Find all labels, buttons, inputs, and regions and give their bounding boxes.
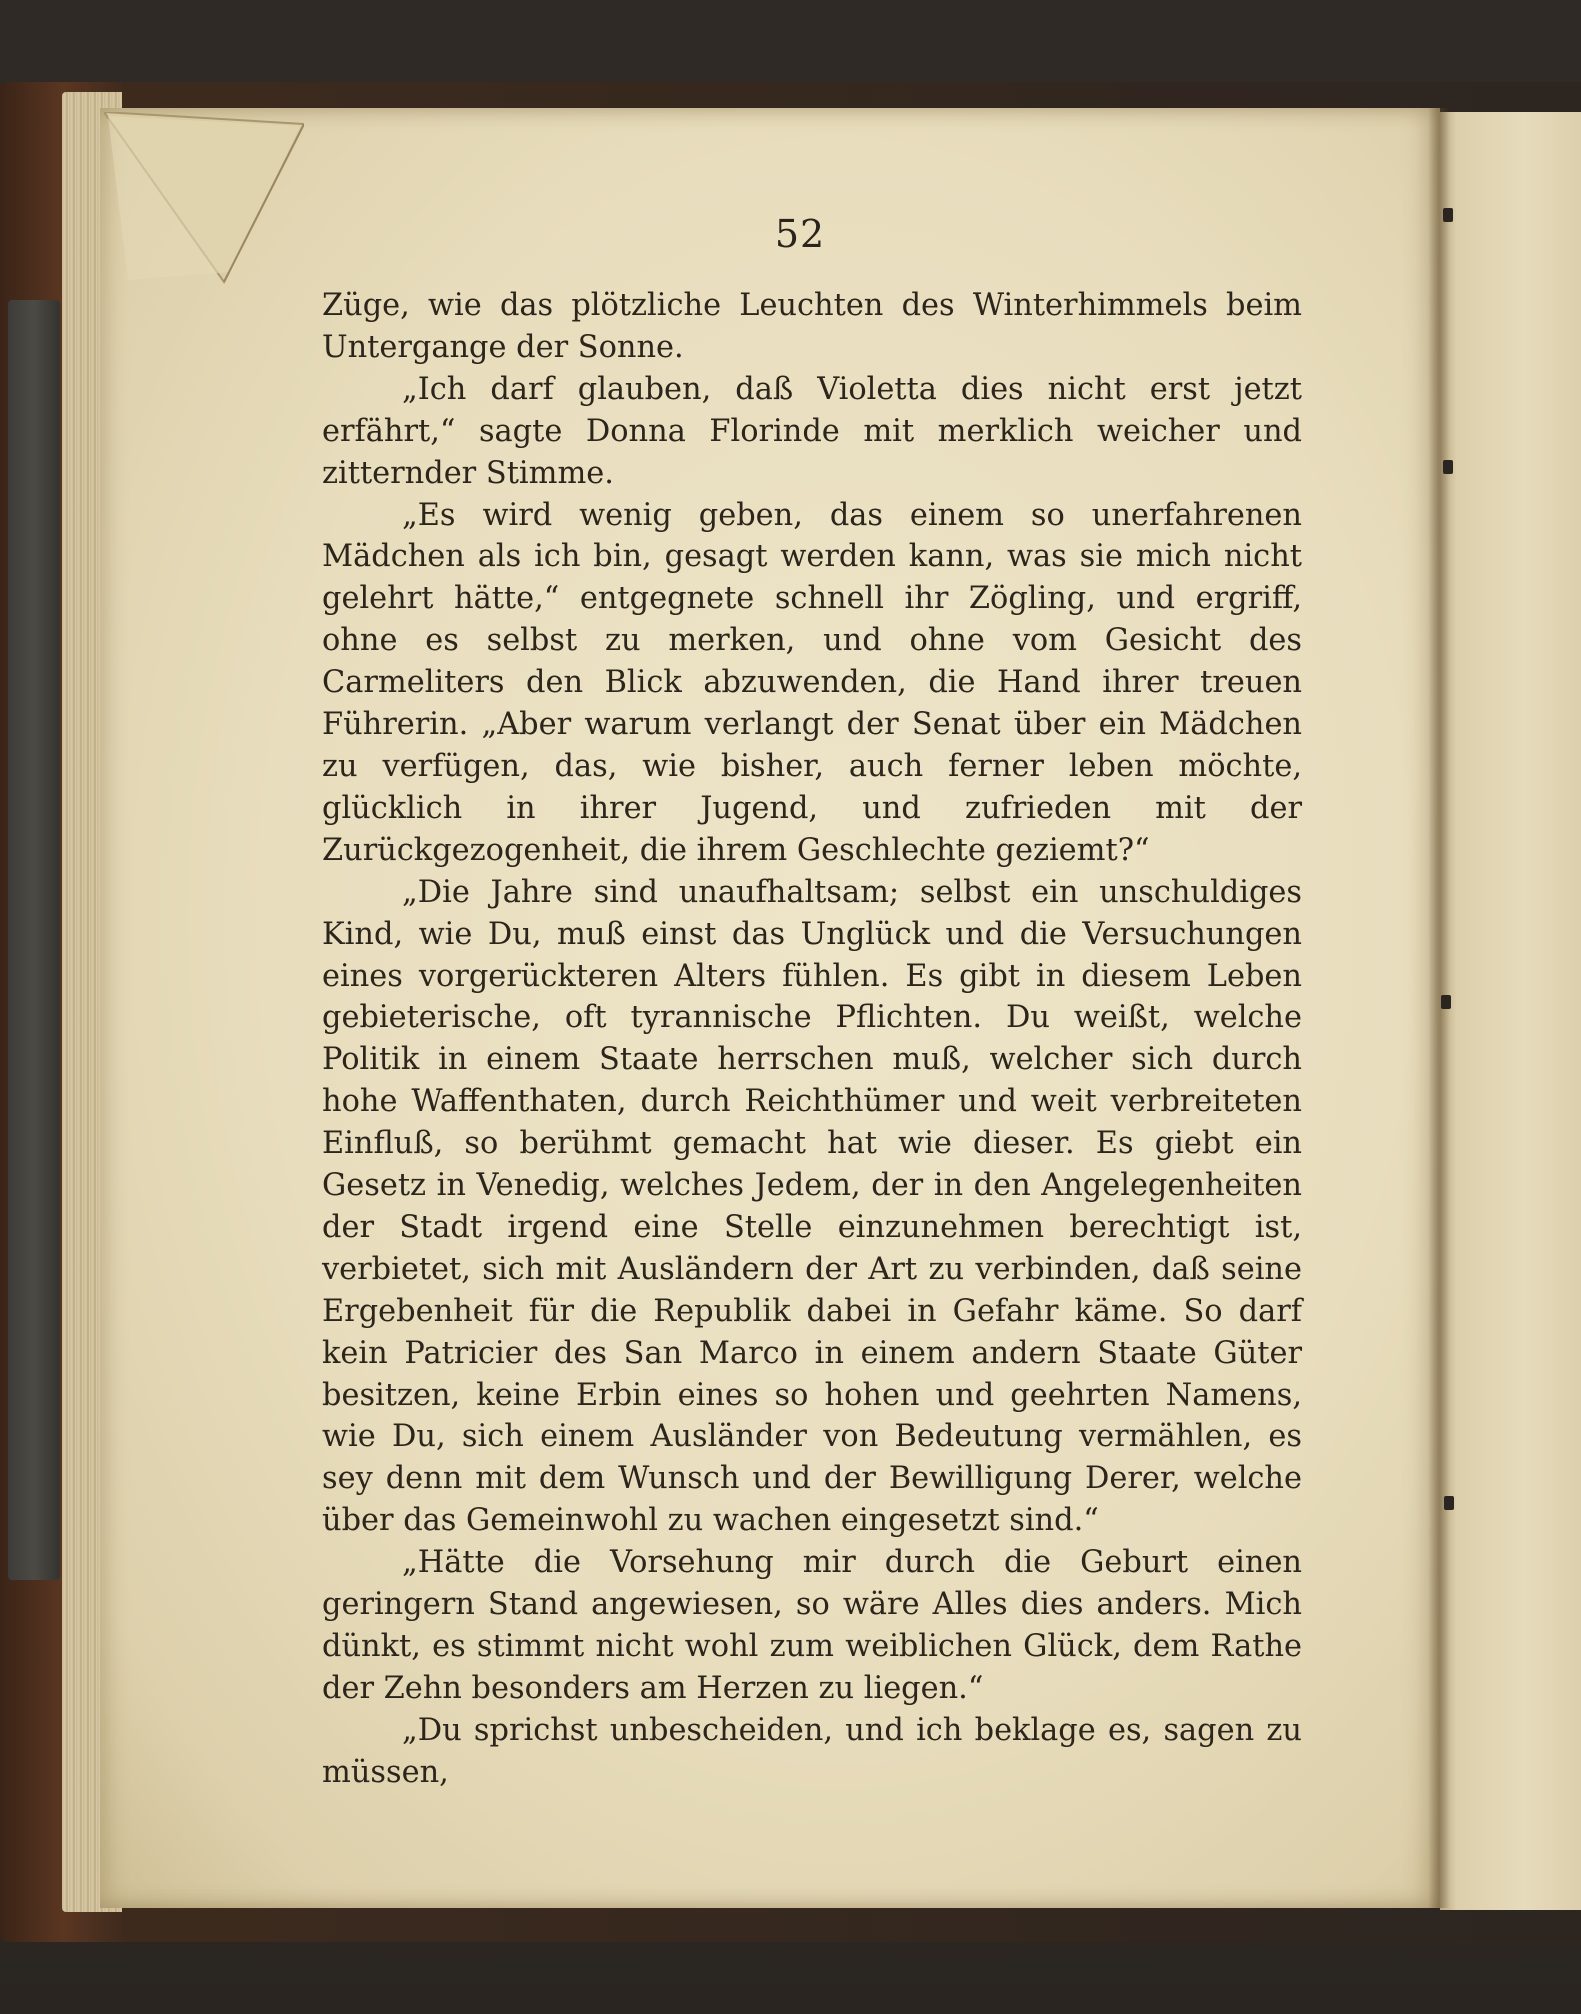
paragraph: „Hätte die Vorsehung mir durch die Geburt einen geringern Stand angewiesen, so wäre Alles dies anders. Mich dünkt, es stimmt nicht wohl zum weiblichen Glück, dem Rathe der Zehn besonders am Herzen zu liegen.“ bbox=[322, 1545, 1302, 1706]
binding-mark bbox=[1444, 1496, 1454, 1510]
binding-mark bbox=[1441, 995, 1451, 1009]
binding-mark bbox=[1443, 460, 1453, 474]
facing-page-edge bbox=[1440, 112, 1581, 1910]
paragraph: „Ich darf glauben, daß Violetta dies nicht erst jetzt erfährt,“ sagte Donna Florinde mit merklich weicher und zitternder Stimme. bbox=[322, 371, 1302, 491]
paragraph: „Du sprichst unbescheiden, und ich beklage es, sagen zu müssen, bbox=[322, 1712, 1302, 1790]
page-number: 52 bbox=[774, 212, 826, 256]
paragraph: Züge, wie das plötzliche Leuchten des Winterhimmels beim Untergange der Sonne. bbox=[322, 288, 1302, 365]
folded-corner bbox=[104, 112, 304, 292]
page-text bbox=[322, 285, 1302, 1794]
paragraph: „Die Jahre sind unaufhaltsam; selbst ein unschuldiges Kind, wie Du, muß einst das Unglück und die Versuchungen eines vorgerückteren Alters fühlen. Es gibt in diesem Leben gebieterische, oft tyrannische Pflichten. Du weißt, welche Politik in einem Staate herrschen muß, welcher sich durch hohe Waffenthaten, durch Reichthümer und weit verbreiteten Einfluß, so berühmt gemacht hat wie dieser. Es giebt ein Gesetz in Venedig, welches Jedem, der in den Angelegenheiten der Stadt irgend eine Stelle einzunehmen berechtigt ist, verbietet, sich mit Ausländern der Art zu verbinden, daß seine Ergebenheit für die Republik dabei in Gefahr käme. So darf kein Patricier des San Marco in einem andern Staate Güter besitzen, keine Erbin eines so hohen und geehrten Namens, wie Du, sich einem Ausländer von Bedeutung vermählen, es sey denn mit dem Wunsch und der Bewilligung Derer, welche über das Gemeinwohl zu wachen eingesetzt sind.“ bbox=[322, 874, 1302, 1539]
cover-leather-strip bbox=[8, 300, 60, 1580]
paragraph: „Es wird wenig geben, das einem so unerfahrenen Mädchen als ich bin, gesagt werden kann, was sie mich nicht gelehrt hätte,“ entgegnete schnell ihr Zögling, und ergriff, ohne es selbst zu merken, und ohne vom Gesicht des Carmeliters den Blick abzuwenden, die Hand ihrer treuen Führerin. „Aber warum verlangt der Senat über ein Mädchen zu verfügen, das, wie bisher, auch ferner leben möchte, glücklich in ihrer Jugend, und zufrieden mit der Zurückgezogenheit, die ihrem Geschlechte geziemt?“ bbox=[322, 497, 1302, 868]
